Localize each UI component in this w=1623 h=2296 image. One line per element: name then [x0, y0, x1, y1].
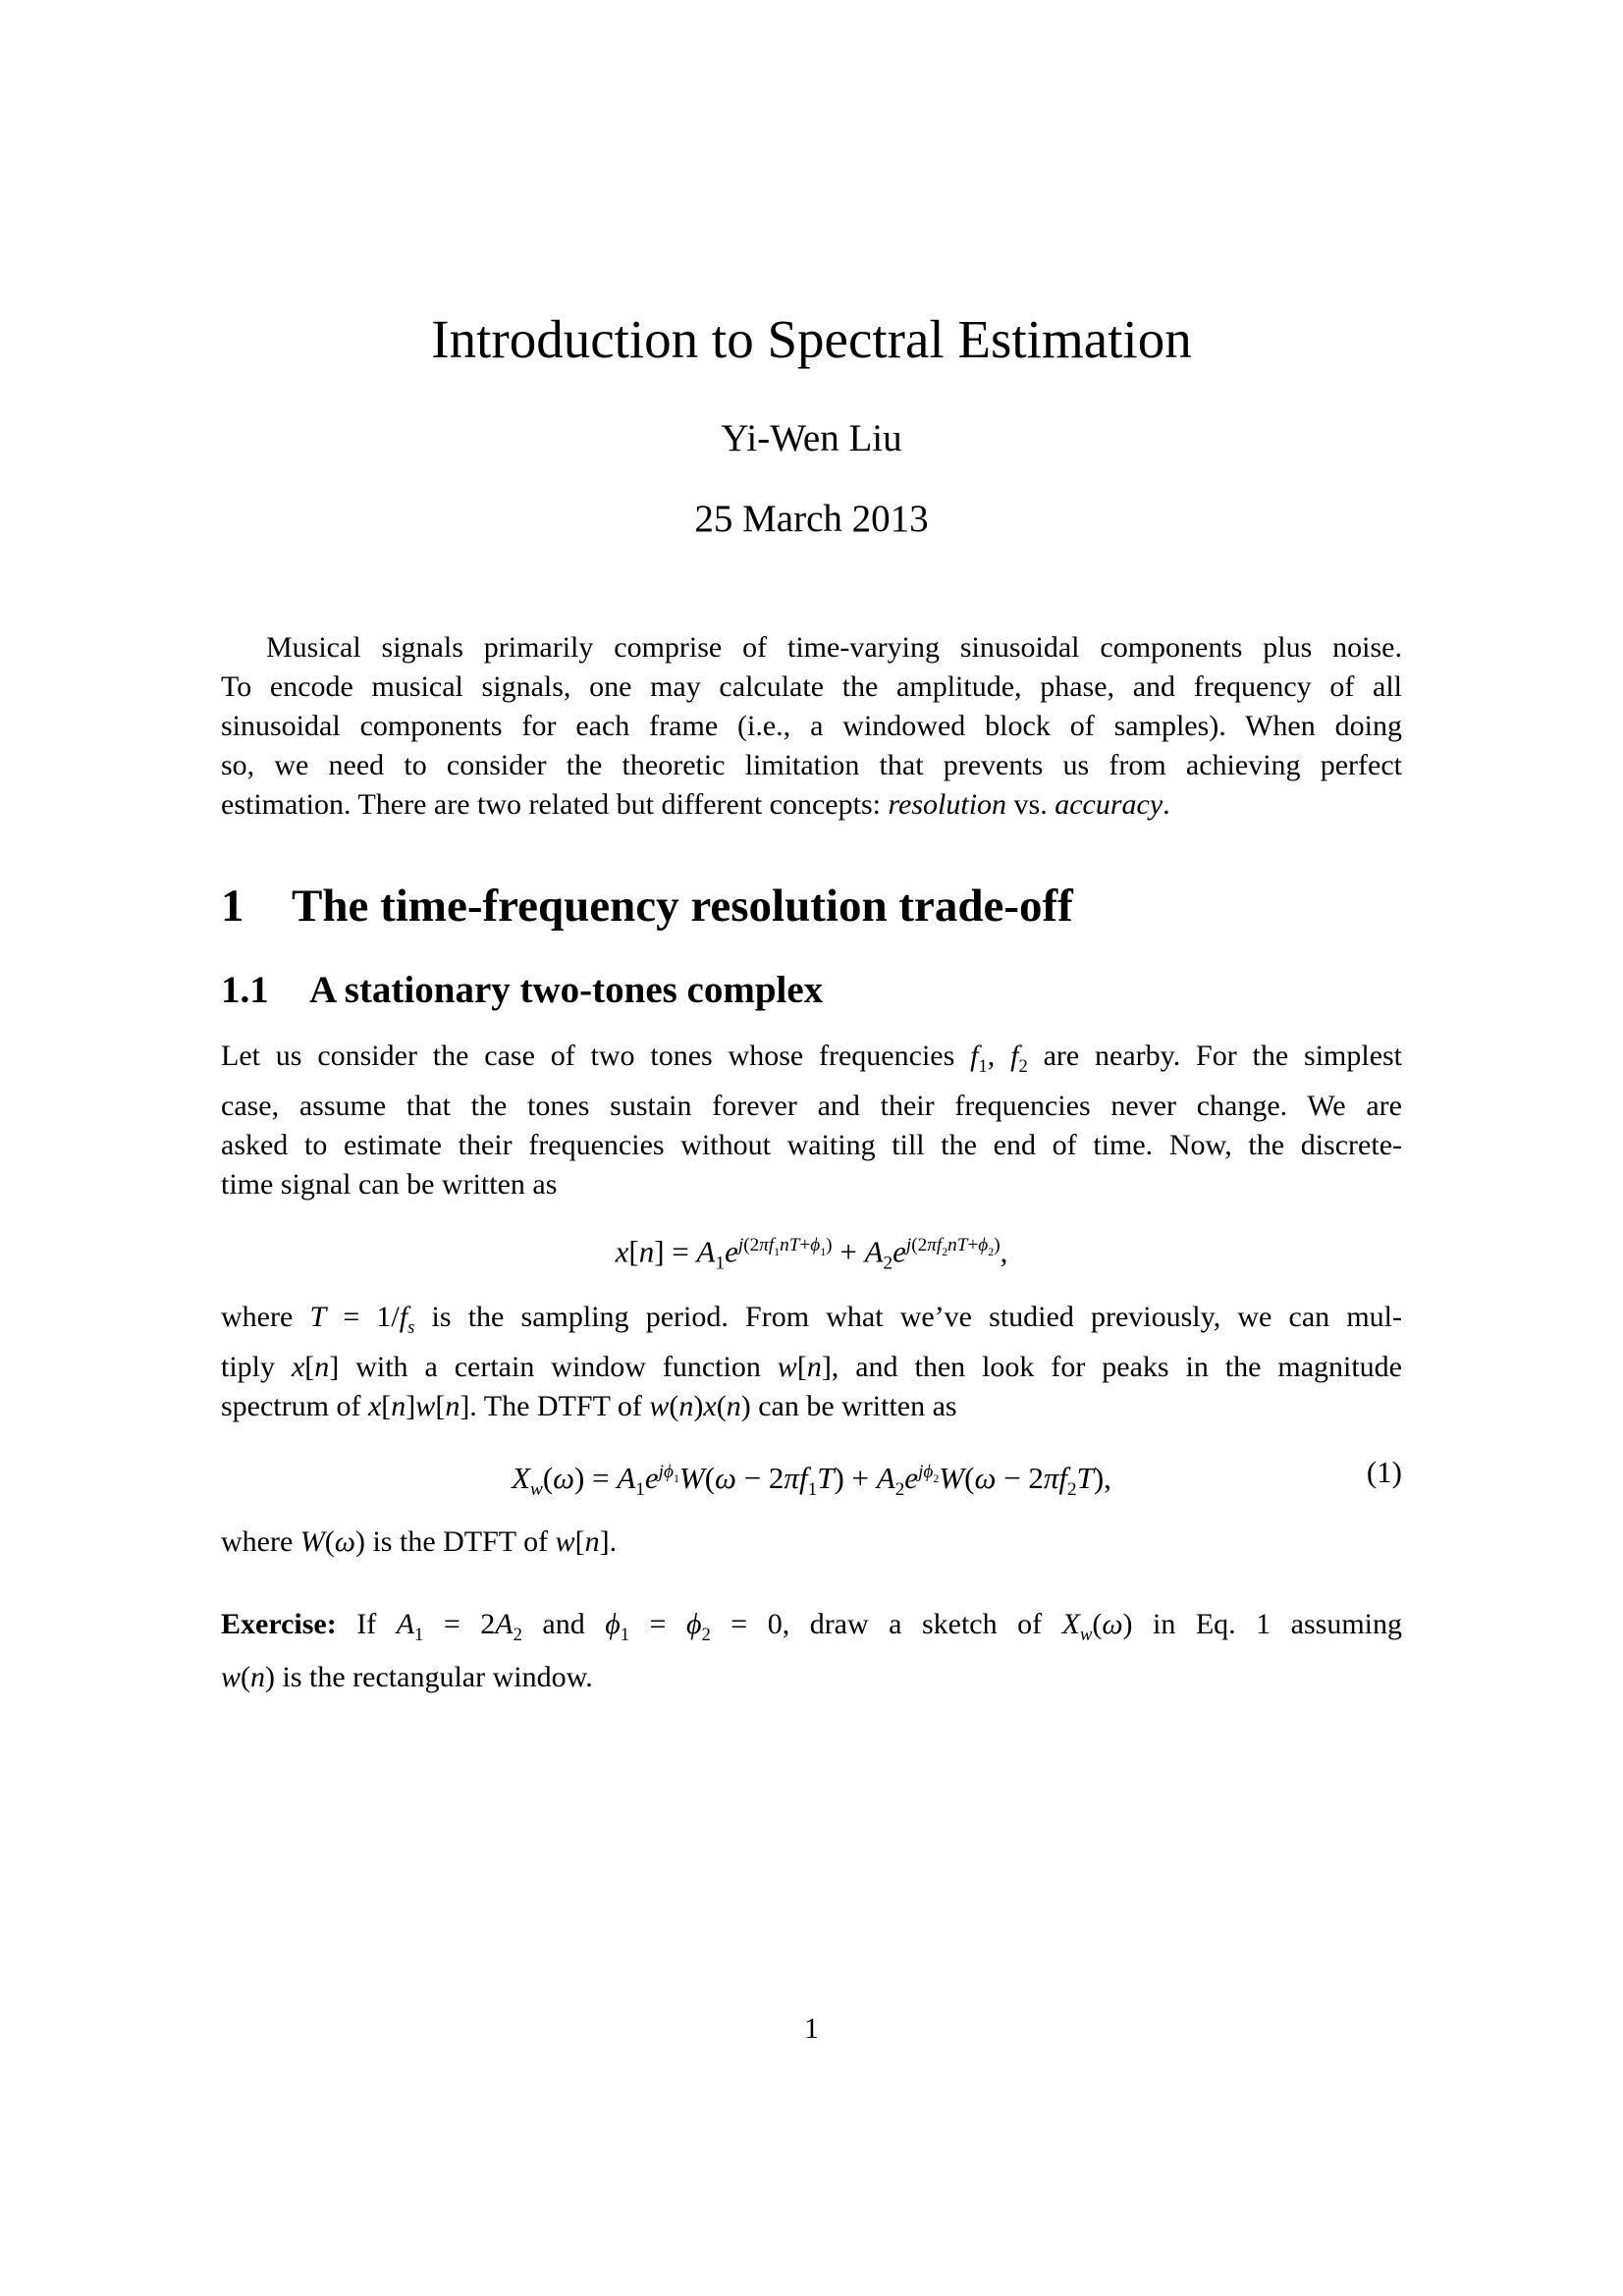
- paragraph-line: Let us consider the case of two tones whose frequencies $f_1$, $f_2$ are nearby. For the simplest: [221, 1040, 1403, 1077]
- document-date: 25 March 2013: [694, 498, 929, 540]
- where-paragraph: [221, 1522, 1402, 1562]
- section-heading-1: [221, 880, 1402, 933]
- page-number: 1: [804, 2012, 819, 2045]
- paragraph-line: asked to estimate their frequencies without waiting till the end of time. Now, the discrete-: [221, 1129, 1402, 1161]
- paragraph-line: tiply x[n] with a certain window function w[n], and then look for peaks in the magnitude: [221, 1351, 1403, 1383]
- paragraph-line: w(n) is the rectangular window.: [221, 1661, 593, 1693]
- subsection-heading-1-1: [221, 968, 1402, 1012]
- paragraph-line: sinusoidal components for each frame (i.e., a windowed block of samples). When doing: [221, 710, 1402, 742]
- equation-number: (1): [1366, 1455, 1402, 1489]
- paragraph-line: case, assume that the tones sustain forever and their frequencies never change. We are: [221, 1090, 1402, 1122]
- paragraph-line: where W(ω) is the DTFT of w[n].: [221, 1525, 618, 1558]
- document-author: Yi-Wen Liu: [721, 417, 902, 459]
- section-number: 1: [221, 881, 244, 932]
- section-title: The time-frequency resolution trade-off: [292, 881, 1073, 932]
- subsection-title: A stationary two-tones complex: [309, 969, 824, 1011]
- document-title: Introduction to Spectral Estimation: [431, 309, 1192, 369]
- paragraph-line: Exercise: If $A_1 = 2A_2$ and $\phi_1 = \phi_2 = 0$, draw a sketch of $X_w(\omega)$ in Eq. 1 assuming: [221, 1608, 1403, 1645]
- subsection-number: 1.1: [221, 969, 269, 1011]
- abstract-paragraph: [221, 628, 1402, 825]
- two-tones-paragraph: [221, 1037, 1402, 1204]
- equation-dtft: [221, 1450, 1402, 1514]
- paragraph-line: time signal can be written as: [221, 1168, 558, 1201]
- paragraph-line: estimation. There are two related but different concepts: resolution vs. accuracy.: [221, 788, 1170, 821]
- paragraph-line: spectrum of x[n]w[n]. The DTFT of w(n)x(n) can be written as: [221, 1390, 957, 1422]
- equation-dtft-body: $X_w(\omega) = A_1e^{j\phi_1}W(\omega - 2\pi f_1T) + A_2e^{j\phi_2}W(\omega - 2\pi f_2T)$,: [512, 1461, 1111, 1501]
- equation-signal-model: $x[n] = A_1e^{j(2\pi f_1nT+\phi_1)} + A_2e^{j(2\pi f_2nT+\phi_2)}$,: [615, 1234, 1008, 1274]
- exercise-paragraph: [221, 1603, 1402, 1698]
- paragraph-line: Musical signals primarily comprise of time-varying sinusoidal components plus noise.: [266, 631, 1402, 664]
- paragraph-line: To encode musical signals, one may calculate the amplitude, phase, and frequency of all: [221, 670, 1402, 703]
- sampling-paragraph: [221, 1298, 1402, 1426]
- paragraph-line: so, we need to consider the theoretic limitation that prevents us from achieving perfect: [221, 749, 1402, 781]
- paragraph-line: where $T = 1/f_s$ is the sampling period. From what we’ve studied previously, we can mul-: [221, 1301, 1402, 1338]
